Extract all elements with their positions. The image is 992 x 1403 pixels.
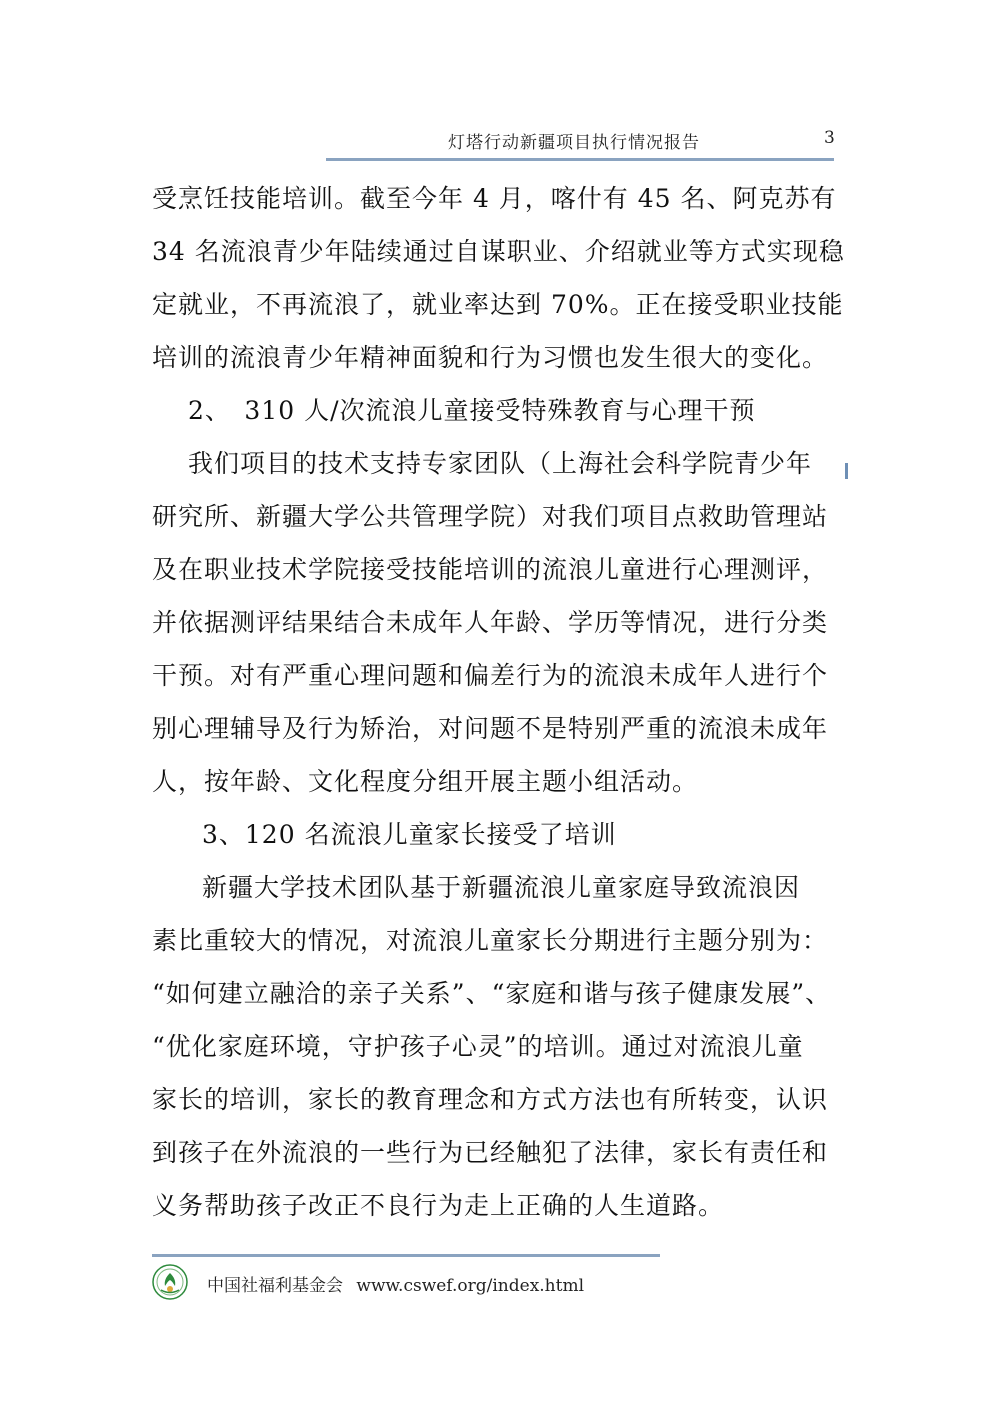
paragraph-line: 我们项目的技术支持专家团队（上海社会科学院青少年 — [188, 449, 813, 478]
section-heading: 2、 310 人/次流浪儿童接受特殊教育与心理干预 — [188, 396, 756, 425]
paragraph-line: 别心理辅导及行为矫治，对问题不是特别严重的流浪未成年 — [152, 714, 829, 743]
footer-org-name: 中国社福利基金会 — [207, 1276, 343, 1296]
revision-margin-mark — [845, 463, 848, 479]
paragraph-line: 干预。对有严重心理问题和偏差行为的流浪未成年人进行个 — [152, 661, 829, 690]
paragraph-line: 新疆大学技术团队基于新疆流浪儿童家庭导致流浪因 — [202, 873, 801, 902]
paragraph-line: 义务帮助孩子改正不良行为走上正确的人生道路。 — [152, 1191, 725, 1220]
paragraph-line: 受烹饪技能培训。截至今年 4 月，喀什有 45 名、阿克苏有 — [152, 184, 837, 213]
paragraph-line: 培训的流浪青少年精神面貌和行为习惯也发生很大的变化。 — [152, 343, 829, 372]
paragraph-line: “优化家庭环境，守护孩子心灵”的培训。通过对流浪儿童 — [152, 1032, 804, 1061]
paragraph-line: 定就业，不再流浪了，就业率达到 70%。正在接受职业技能 — [152, 290, 844, 319]
paragraph-line: 家长的培训，家长的教育理念和方式方法也有所转变，认识 — [152, 1085, 829, 1114]
cswef-logo-icon — [152, 1264, 188, 1300]
paragraph-line: 34 名流浪青少年陆续通过自谋职业、介绍就业等方式实现稳 — [152, 237, 845, 266]
footer-divider — [152, 1254, 660, 1257]
page-number: 3 — [824, 128, 835, 148]
footer-url[interactable]: www.cswef.org/index.html — [356, 1276, 585, 1296]
page-header-title: 灯塔行动新疆项目执行情况报告 — [448, 133, 700, 153]
paragraph-line: 素比重较大的情况，对流浪儿童家长分期进行主题分别为： — [152, 926, 829, 955]
paragraph-line: 研究所、新疆大学公共管理学院）对我们项目点救助管理站 — [152, 502, 829, 531]
paragraph-line: 并依据测评结果结合未成年人年龄、学历等情况，进行分类 — [152, 608, 829, 637]
footer-text — [207, 1271, 584, 1296]
paragraph-line: 人，按年龄、文化程度分组开展主题小组活动。 — [152, 767, 699, 796]
paragraph-line: “如何建立融洽的亲子关系”、“家庭和谐与孩子健康发展”、 — [152, 979, 832, 1008]
paragraph-line: 到孩子在外流浪的一些行为已经触犯了法律，家长有责任和 — [152, 1138, 829, 1167]
section-heading: 3、120 名流浪儿童家长接受了培训 — [202, 820, 617, 849]
paragraph-line: 及在职业技术学院接受技能培训的流浪儿童进行心理测评， — [152, 555, 829, 584]
